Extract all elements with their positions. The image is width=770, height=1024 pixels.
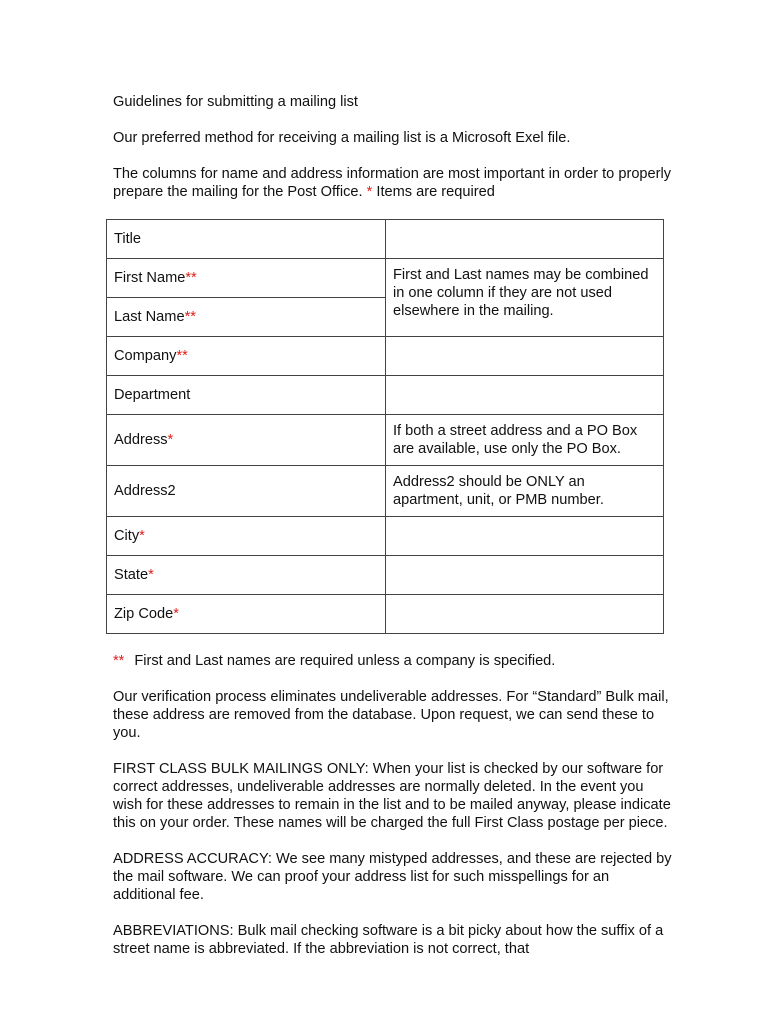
field-note-address2: Address2 should be ONLY an apartment, unit, or PMB number. xyxy=(386,466,664,517)
required-marker: ** xyxy=(184,309,196,325)
intro-paragraph: Our preferred method for receiving a mailing list is a Microsoft Exel file. xyxy=(113,130,571,146)
columns-note-text: The columns for name and address information are most important in order to properly prepare the mailing for the Post Office. xyxy=(113,166,672,200)
field-label-company: Company** xyxy=(107,337,386,376)
mailing-fields-table xyxy=(106,219,664,634)
field-label-department: Department xyxy=(107,376,386,415)
table-row xyxy=(107,595,664,634)
field-note-empty xyxy=(386,337,664,376)
columns-note-paragraph xyxy=(113,165,673,201)
table-row xyxy=(107,376,664,415)
field-label-state: State* xyxy=(107,556,386,595)
field-note-empty xyxy=(386,376,664,415)
table-row xyxy=(107,415,664,466)
names-footnote xyxy=(113,652,673,670)
document-page xyxy=(113,93,673,976)
table-row xyxy=(107,466,664,517)
field-label-address2: Address2 xyxy=(107,466,386,517)
field-label-zip-code: Zip Code* xyxy=(107,595,386,634)
required-marker: * xyxy=(148,567,154,583)
table-row xyxy=(107,556,664,595)
required-marker: * xyxy=(173,606,179,622)
page-heading: Guidelines for submitting a mailing list xyxy=(113,94,358,110)
field-note-empty xyxy=(386,517,664,556)
field-label-first-name: First Name** xyxy=(107,259,386,298)
table-row xyxy=(107,337,664,376)
address-accuracy-paragraph: ADDRESS ACCURACY: We see many mistyped addresses, and these are rejected by the mail software. We can proof your address list for such misspellings for an additional fee. xyxy=(113,851,672,903)
field-label-address: Address* xyxy=(107,415,386,466)
verification-paragraph: Our verification process eliminates undeliverable addresses. For “Standard” Bulk mail, these address are removed from the database. Upon request, we can send these to you. xyxy=(113,689,669,741)
footnote-text: First and Last names are required unless a company is specified. xyxy=(134,653,556,669)
table-row xyxy=(107,259,664,298)
table-row xyxy=(107,517,664,556)
abbreviations-paragraph: ABBREVIATIONS: Bulk mail checking software is a bit picky about how the suffix of a street name is abbreviated. If the abbreviation is not correct, that xyxy=(113,923,664,957)
field-label-last-name: Last Name** xyxy=(107,298,386,337)
field-note-empty xyxy=(386,220,664,259)
required-marker: * xyxy=(139,528,145,544)
table-row xyxy=(107,220,664,259)
required-marker: * xyxy=(167,432,174,448)
field-note-address: If both a street address and a PO Box are available, use only the PO Box. xyxy=(386,415,664,466)
field-note-empty xyxy=(386,556,664,595)
field-label-city: City* xyxy=(107,517,386,556)
required-text: Items are required xyxy=(376,184,495,200)
field-label-title: Title xyxy=(107,220,386,259)
required-marker: ** xyxy=(176,348,188,364)
field-note-names: First and Last names may be combined in one column if they are not used elsewhere in the mailing. xyxy=(386,259,664,337)
first-class-paragraph: FIRST CLASS BULK MAILINGS ONLY: When your list is checked by our software for correct addresses, undeliverable addresses are normally deleted. In the event you wish for these addresses to remain in the list and to be mailed anyway, please indicate this on your order. These names will be charged the full First Class postage per piece. xyxy=(113,761,671,831)
required-marker: * xyxy=(366,184,373,200)
field-note-empty xyxy=(386,595,664,634)
required-marker: ** xyxy=(185,270,197,286)
footnote-marker: ** xyxy=(113,653,125,669)
